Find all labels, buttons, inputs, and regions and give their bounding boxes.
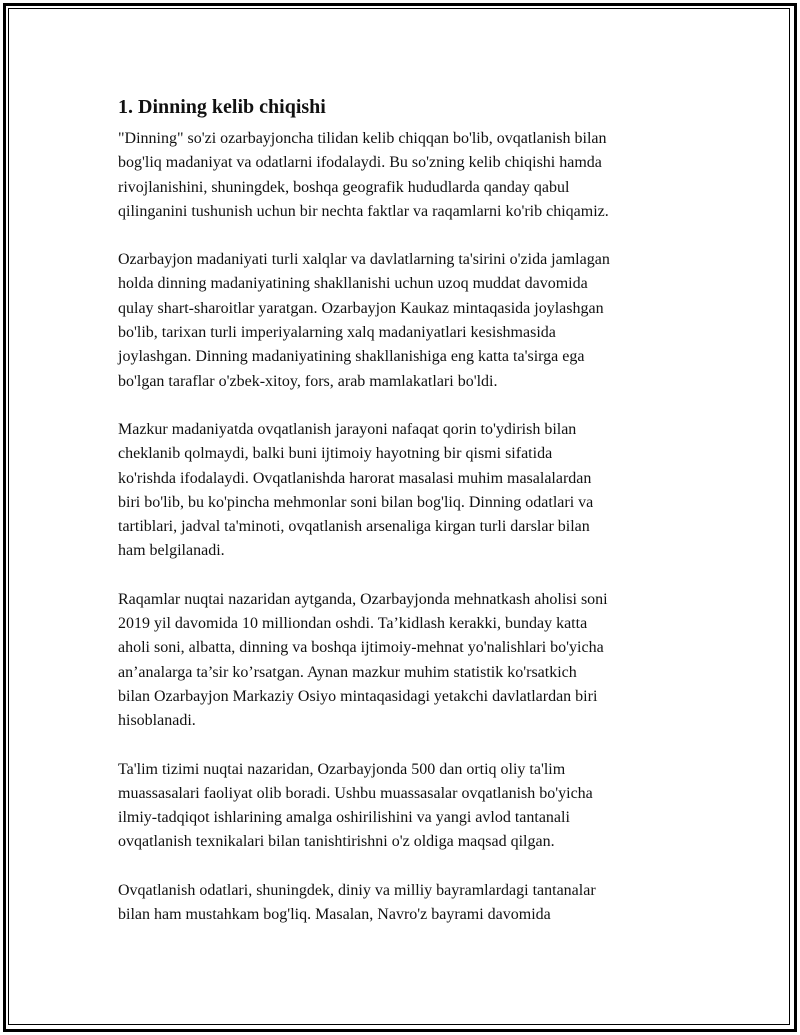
- text-line: cheklanib qolmaydi, balki buni ijtimoiy hayotning bir qismi sifatida: [118, 445, 553, 463]
- text-line: hisoblanadi.: [118, 712, 196, 730]
- text-line: bo'lgan taraflar o'zbek-xitoy, fors, arab mamlakatlari bo'ldi.: [118, 372, 498, 390]
- paragraph-6: [118, 879, 698, 928]
- text-line: ham belgilanadi.: [118, 542, 225, 560]
- section-heading: 1. Dinning kelib chiqishi: [118, 96, 326, 118]
- text-line: holda dinning madaniyatining shakllanishi uchun uzoq muddat davomida: [118, 275, 588, 293]
- text-line: ko'rishda ifodalaydi. Ovqatlanishda harorat masalasi muhim masalalardan: [118, 469, 592, 487]
- text-line: tartiblari, jadval ta'minoti, ovqatlanish arsenaliga kirgan turli darslar bilan: [118, 518, 590, 536]
- text-line: Ozarbayjon madaniyati turli xalqlar va davlatlarning ta'sirini o'zida jamlagan: [118, 251, 610, 269]
- text-line: muassasalari faoliyat olib boradi. Ushbu muassasalar ovqatlanish bo'yicha: [118, 784, 593, 802]
- text-line: Raqamlar nuqtai nazaridan aytganda, Ozarbayjonda mehnatkash aholisi soni: [118, 590, 608, 608]
- text-line: 2019 yil davomida 10 milliondan oshdi. Ta’kidlash kerakki, bunday katta: [118, 615, 588, 633]
- document-body: [118, 94, 698, 951]
- paragraph-5: [118, 758, 698, 855]
- text-line: bilan Ozarbayjon Markaziy Osiyo mintaqasidagi yetakchi davlatlardan biri: [118, 687, 598, 705]
- text-line: biri bo'lib, bu ko'pincha mehmonlar soni bilan bog'liq. Dinning odatlari va: [118, 493, 594, 511]
- text-line: qilinganini tushunish uchun bir nechta faktlar va raqamlarni ko'rib chiqamiz.: [118, 202, 609, 220]
- text-line: an’analarga ta’sir ko’rsatgan. Aynan mazkur muhim statistik ko'rsatkich: [118, 663, 577, 681]
- text-line: Ta'lim tizimi nuqtai nazaridan, Ozarbayjonda 500 dan ortiq oliy ta'lim: [118, 760, 566, 778]
- text-line: ovqatlanish texnikalari bilan tanishtirishni o'z oldiga maqsad qilgan.: [118, 833, 555, 851]
- text-line: bilan ham mustahkam bog'liq. Masalan, Navro'z bayrami davomida: [118, 906, 551, 924]
- text-line: bog'liq madaniyat va odatlarni ifodalaydi. Bu so'zning kelib chiqishi hamda: [118, 154, 602, 172]
- text-line: "Dinning" so'zi ozarbayjoncha tilidan kelib chiqqan bo'lib, ovqatlanish bilan: [118, 130, 607, 147]
- text-line: Ovqatlanish odatlari, shuningdek, diniy va milliy bayramlardagi tantanalar: [118, 881, 596, 899]
- paragraph-3: [118, 418, 698, 564]
- text-line: qulay shart-sharoitlar yaratgan. Ozarbayjon Kaukaz mintaqasida joylashgan: [118, 299, 604, 317]
- paragraph-4: [118, 588, 698, 734]
- paragraph-1: [118, 127, 698, 224]
- text-line: joylashgan. Dinning madaniyatining shakllanishiga eng katta ta'sirga ega: [118, 348, 585, 366]
- text-line: Mazkur madaniyatda ovqatlanish jarayoni nafaqat qorin to'ydirish bilan: [118, 420, 577, 438]
- text-line: aholi soni, albatta, dinning va boshqa ijtimoiy-mehnat yo'nalishlari bo'yicha: [118, 639, 604, 657]
- text-line: ilmiy-tadqiqot ishlarining amalga oshirilishini va yangi avlod tantanali: [118, 809, 570, 827]
- paragraph-2: [118, 248, 698, 394]
- text-line: rivojlanishini, shuningdek, boshqa geografik hududlarda qanday qabul: [118, 178, 570, 196]
- text-line: bo'lib, tarixan turli imperiyalarning xalq madaniyatlari kesishmasida: [118, 324, 556, 342]
